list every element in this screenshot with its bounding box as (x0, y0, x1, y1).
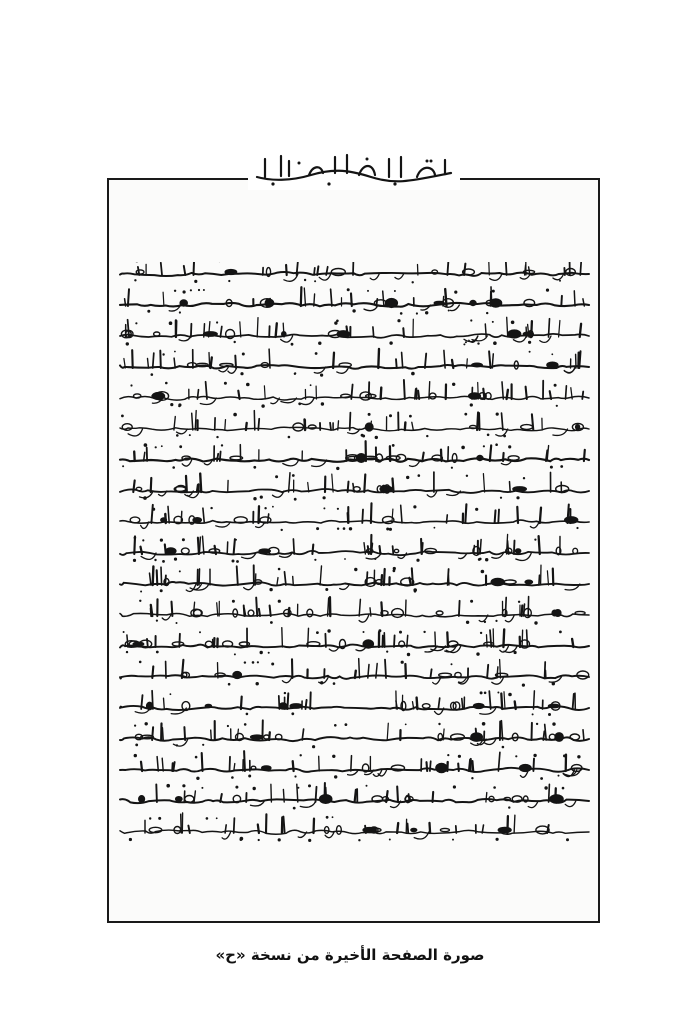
manuscript-line (120, 472, 589, 501)
manuscript-line (120, 751, 589, 780)
handwritten-manuscript-icon (112, 262, 595, 852)
manuscript-line (120, 503, 589, 531)
manuscript-text-block (112, 262, 595, 852)
manuscript-line (120, 262, 589, 284)
page-caption: صورة الصفحة الأخيرة من نسخة «ح» (215, 946, 485, 964)
manuscript-line (120, 349, 589, 377)
manuscript-line (120, 380, 589, 408)
manuscript-line (120, 565, 589, 592)
manuscript-line (120, 287, 589, 315)
manuscript-line (120, 691, 589, 716)
manuscript-line (120, 628, 589, 656)
calligraphy-seal-icon (251, 151, 457, 189)
manuscript-line (120, 659, 589, 687)
manuscript-line (120, 783, 589, 809)
manuscript-line (120, 411, 589, 440)
manuscript-line (120, 441, 589, 470)
library-seal (248, 150, 460, 190)
manuscript-line (120, 534, 589, 563)
manuscript-line (120, 597, 589, 625)
manuscript-line (120, 813, 589, 842)
manuscript-line (120, 720, 589, 748)
manuscript-line (120, 317, 589, 345)
